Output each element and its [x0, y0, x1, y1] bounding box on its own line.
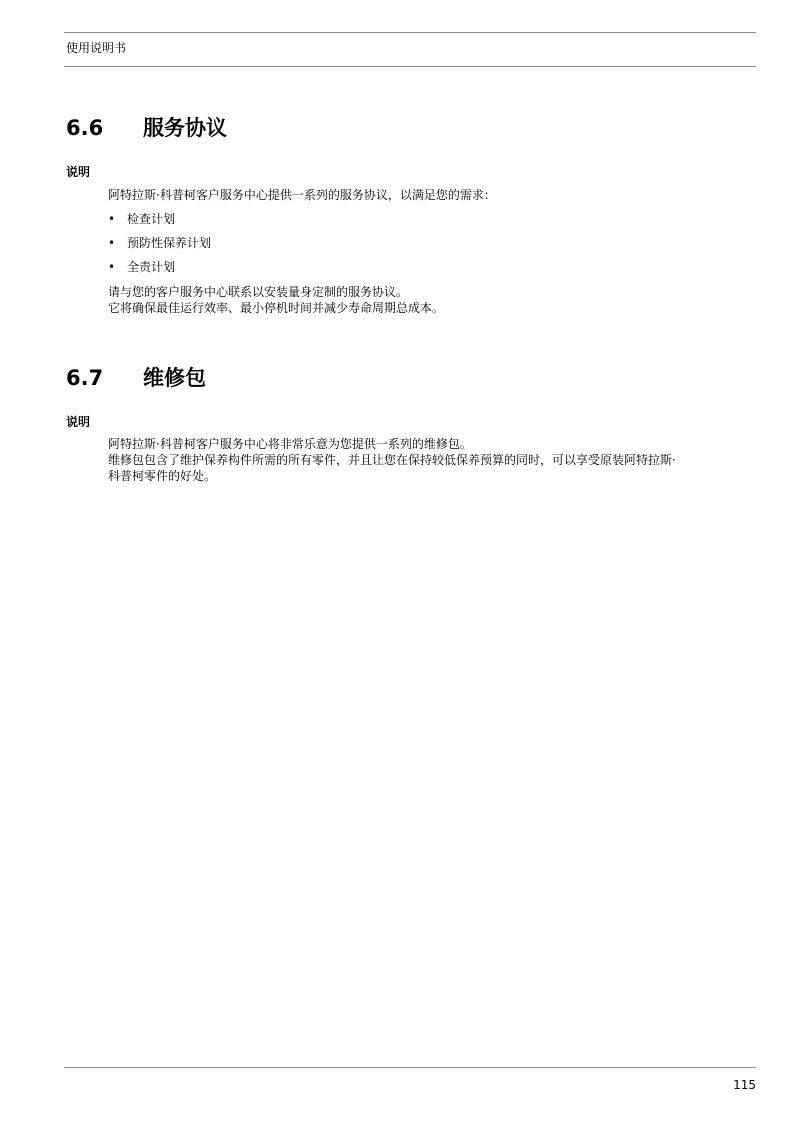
text-line: 阿特拉斯·科普柯客户服务中心将非常乐意为您提供一系列的维修包。	[108, 437, 472, 451]
paragraph-intro	[108, 187, 758, 203]
section-number: 6.6	[66, 116, 104, 140]
section-number: 6.7	[66, 366, 104, 390]
page-number: 115	[733, 1078, 756, 1092]
bullet-list	[108, 211, 758, 283]
description-label: 说明	[66, 415, 91, 429]
section-heading-service-kits	[66, 365, 206, 391]
list-item-text: 预防性保养计划	[127, 236, 212, 250]
list-item	[108, 211, 758, 227]
text-line: 阿特拉斯·科普柯客户服务中心提供一系列的服务协议，以满足您的需求：	[108, 188, 496, 202]
text-line: 维修包包含了维护保养构件所需的所有零件，并且让您在保持较低保养预算的同时，可以享受原装阿特拉斯·	[108, 453, 676, 467]
header-rule-top	[64, 32, 756, 33]
section-heading-service-agreements	[66, 115, 227, 141]
footer-rule	[64, 1067, 756, 1068]
bullet-icon: •	[108, 260, 116, 274]
text-line: 它将确保最佳运行效率、最小停机时间并减少寿命周期总成本。	[108, 301, 445, 315]
paragraph-body	[108, 436, 758, 484]
list-item	[108, 259, 758, 275]
list-item-text: 检查计划	[127, 212, 176, 226]
header-rule-bottom	[64, 66, 756, 67]
section-title: 维修包	[143, 366, 206, 390]
list-item-text: 全责计划	[127, 260, 176, 274]
running-header-title: 使用说明书	[66, 41, 127, 55]
bullet-icon: •	[108, 212, 116, 226]
section-title: 服务协议	[143, 116, 227, 140]
list-item	[108, 235, 758, 251]
text-line: 科普柯零件的好处。	[108, 469, 217, 483]
paragraph-closing	[108, 284, 758, 316]
bullet-icon: •	[108, 236, 116, 250]
description-label: 说明	[66, 165, 91, 179]
text-line: 请与您的客户服务中心联系以安装量身定制的服务协议。	[108, 285, 409, 299]
